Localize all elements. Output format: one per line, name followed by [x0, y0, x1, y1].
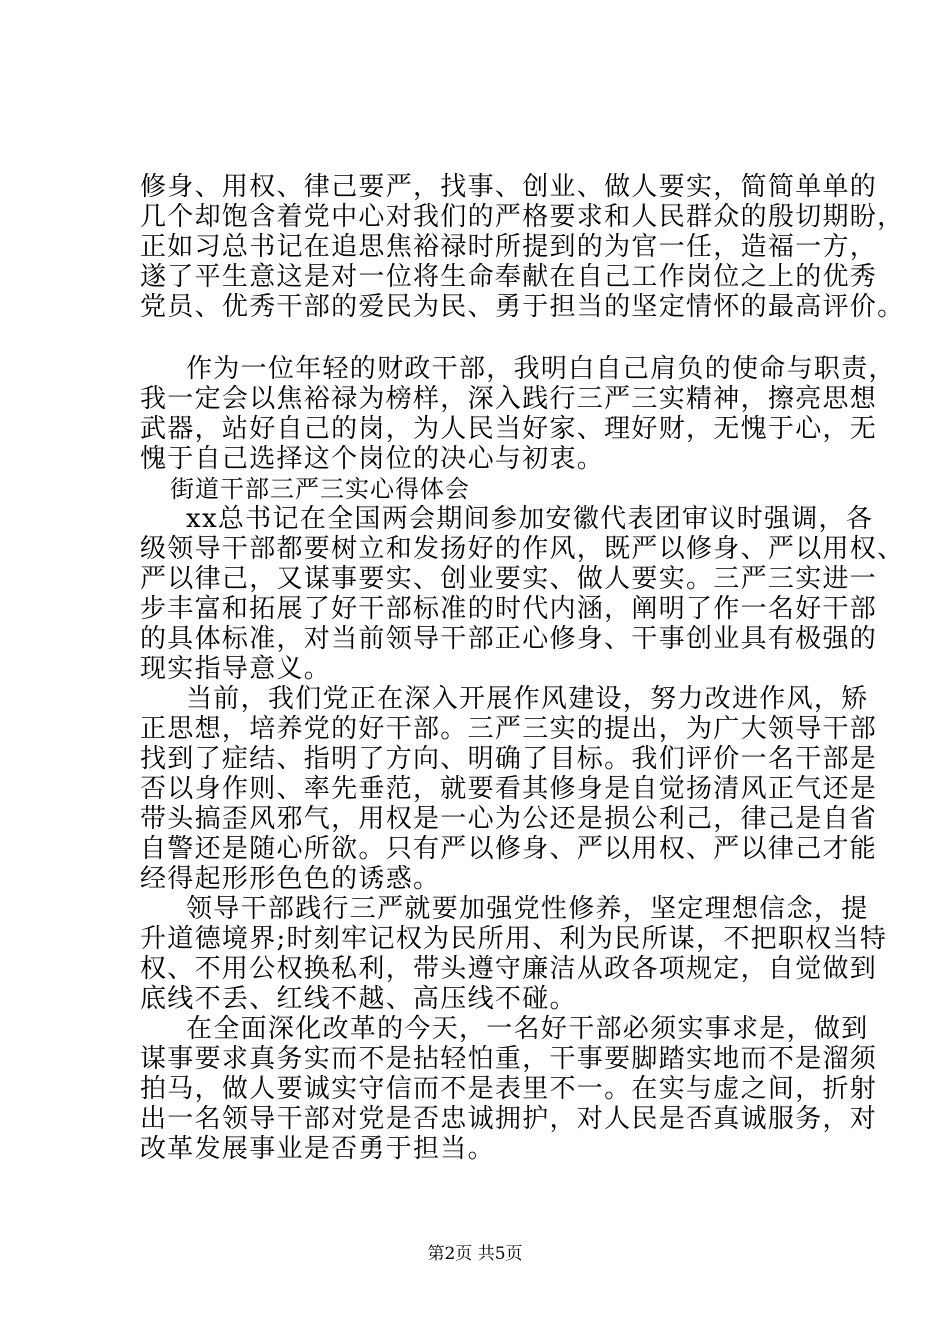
text-line: 武器，站好自己的岗，为人民当好家、理好财，无愧于心，无 [140, 414, 878, 444]
text-line: 出一名领导干部对党是否忠诚拥护，对人民是否真诚服务，对 [140, 1104, 878, 1134]
text-line: 步丰富和拓展了好干部标准的时代内涵，阐明了作一名好干部 [140, 594, 878, 624]
text-line: 找到了症结、指明了方向、明确了目标。我们评价一名干部是 [140, 744, 878, 774]
text-line: 正思想，培养党的好干部。三严三实的提出，为广大领导干部 [140, 714, 878, 744]
text-line: 几个却饱含着党中心对我们的严格要求和人民群众的殷切期盼， [140, 202, 905, 232]
text-line: 修身、用权、律己要严，找事、创业、做人要实，简简单单的 [140, 172, 878, 202]
text-line: 作为一位年轻的财政干部，我明白自己肩负的使命与职责， [186, 354, 896, 384]
text-line: 改革发展事业是否勇于担当。 [140, 1134, 495, 1164]
text-line: 领导干部践行三严就要加强党性修养，坚定理想信念，提 [186, 894, 869, 924]
text-line: 在全面深化改革的今天，一名好干部必须实事求是，做到 [186, 1014, 869, 1044]
text-line: 当前，我们党正在深入开展作风建设，努力改进作风，矫 [186, 684, 869, 714]
text-line: 级领导干部都要树立和发扬好的作风，既严以修身、严以用权、 [140, 534, 905, 564]
text-line: 党员、优秀干部的爱民为民、勇于担当的坚定情怀的最高评价。 [140, 292, 905, 322]
text-line: 严以律己，又谋事要实、创业要实、做人要实。三严三实进一 [140, 564, 878, 594]
text-line: 否以身作则、率先垂范，就要看其修身是自觉扬清风正气还是 [140, 774, 878, 804]
text-line: 拍马，做人要诚实守信而不是表里不一。在实与虚之间，折射 [140, 1074, 878, 1104]
text-line: 经得起形形色色的诱惑。 [140, 864, 441, 894]
text-line: 自警还是随心所欲。只有严以修身、严以用权、严以律己才能 [140, 834, 878, 864]
text-line: 现实指导意义。 [140, 654, 332, 684]
text-line: 升道德境界;时刻牢记权为民所用、利为民所谋，不把职权当特 [140, 924, 888, 954]
text-line: 正如习总书记在追思焦裕禄时所提到的为官一任，造福一方， [140, 232, 878, 262]
page-number-footer: 第2页 共5页 [427, 1244, 523, 1264]
paragraph-gap [140, 322, 830, 354]
text-line: xx总书记在全国两会期间参加安徽代表团审议时强调，各 [186, 504, 874, 534]
section-title: 街道干部三严三实心得体会 [170, 475, 470, 503]
text-line: 权、不用公权换私利，带头遵守廉洁从政各项规定，自觉做到 [140, 954, 878, 984]
text-line: 的具体标准，对当前领导干部正心修身、干事创业具有极强的 [140, 624, 878, 654]
text-line: 愧于自己选择这个岗位的决心与初衷。 [140, 444, 605, 474]
document-body [140, 172, 905, 1164]
text-line: 遂了平生意这是对一位将生命奉献在自己工作岗位之上的优秀 [140, 262, 878, 292]
text-line: 谋事要求真务实而不是拈轻怕重，干事要脚踏实地而不是溜须 [140, 1044, 878, 1074]
text-line: 带头搞歪风邪气，用权是一心为公还是损公利己，律己是自省 [140, 804, 878, 834]
text-line: 底线不丢、红线不越、高压线不碰。 [140, 984, 577, 1014]
text-line: 我一定会以焦裕禄为榜样，深入践行三严三实精神，擦亮思想 [140, 384, 878, 414]
